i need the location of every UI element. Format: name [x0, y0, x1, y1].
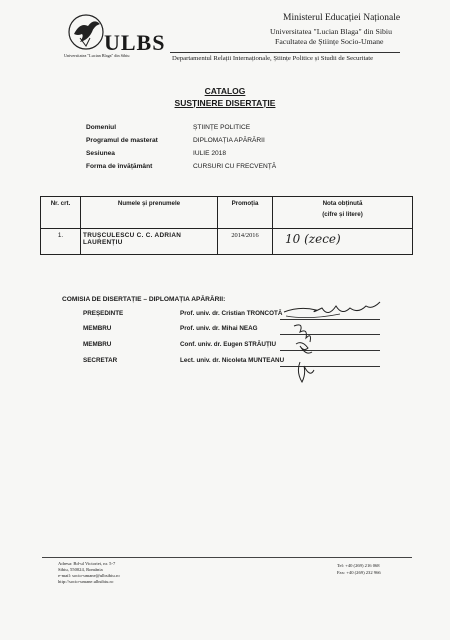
header-nr: Nr. crt.: [41, 197, 81, 229]
handwritten-grade: 10 (zece): [285, 232, 341, 246]
table-header-row: [41, 197, 413, 229]
member-secretary: Lect. univ. dr. Nicoleta MUNTEANU: [180, 357, 285, 364]
header-grade: [273, 197, 413, 229]
footer-divider: [42, 557, 412, 558]
header-name: Numele și prenumele: [81, 197, 218, 229]
handwritten-signatures: [270, 292, 400, 392]
department-name: Departamentul Relații Internaționale, Științe Politice și Studii de Securitate: [172, 55, 374, 62]
cell-promo: 2014/2016: [218, 229, 273, 255]
logo-caption: Universitatea "Lucian Blaga" din Sibiu: [64, 53, 130, 58]
table-row: [41, 229, 413, 255]
member-1: Prof. univ. dr. Mihai NEAG: [180, 325, 258, 332]
role-member-1: MEMBRU: [83, 325, 112, 332]
ministry-name: Ministerul Educației Naționale: [283, 13, 401, 23]
info-label-study-form: Forma de învățământ: [86, 163, 153, 170]
cell-grade: [273, 229, 413, 255]
info-value-study-form: CURSURI CU FRECVENȚĂ: [193, 163, 277, 170]
info-value-session: IULIE 2018: [193, 150, 226, 157]
faculty-name: Facultatea de Științe Socio-Umane: [275, 37, 384, 46]
member-2: Conf. univ. dr. Eugen STRĂUȚIU: [180, 341, 277, 348]
info-label-domain: Domeniul: [86, 124, 117, 131]
cell-student-name: TRUȘCULESCU C. C. ADRIAN LAURENȚIU: [81, 229, 218, 255]
info-value-program: DIPLOMAȚIA APĂRĂRII: [193, 137, 265, 144]
role-secretary: SECRETAR: [83, 357, 118, 364]
header-promo: Promoția: [218, 197, 273, 229]
role-member-2: MEMBRU: [83, 341, 112, 348]
document-subtitle: SUSȚINERE DISERTAȚIE: [174, 98, 276, 108]
grades-table: [40, 196, 413, 255]
footer-email: e-mail: socio-umane@ulbsibiu.ro: [58, 573, 120, 578]
header-grade-line2: (cifre și litere): [322, 211, 363, 218]
commission-title: COMISIA DE DISERTAȚIE – DIPLOMAȚIA APĂRĂRII:: [62, 296, 226, 303]
info-value-domain: ȘTIINȚE POLITICE: [193, 124, 251, 131]
header-grade-line1: Nota obținută: [322, 200, 363, 207]
info-label-program: Programul de masterat: [86, 137, 158, 144]
footer-address-1: Adresa: Bd-ul Victoriei, nr. 5-7: [58, 561, 116, 566]
footer-web: http://socio-umane.ulbsibiu.ro: [58, 579, 114, 584]
footer-tel: Tel: +40 (269) 216 068: [337, 563, 380, 568]
university-name: Universitatea "Lucian Blaga" din Sibiu: [270, 27, 392, 36]
footer-address-2: Sibiu, 550024, România: [58, 567, 103, 572]
cell-nr: 1.: [41, 229, 81, 255]
info-label-session: Sesiunea: [86, 150, 115, 157]
footer-fax: Fax: +40 (269) 232 966: [337, 570, 381, 575]
eagle-icon: [66, 12, 106, 52]
member-president: Prof. univ. dr. Cristian TRONCOTĂ: [180, 310, 283, 317]
header-divider: [170, 52, 400, 53]
logo-text: ULBS: [104, 30, 166, 55]
role-president: PREȘEDINTE: [83, 310, 124, 317]
document-title: CATALOG: [204, 86, 246, 96]
